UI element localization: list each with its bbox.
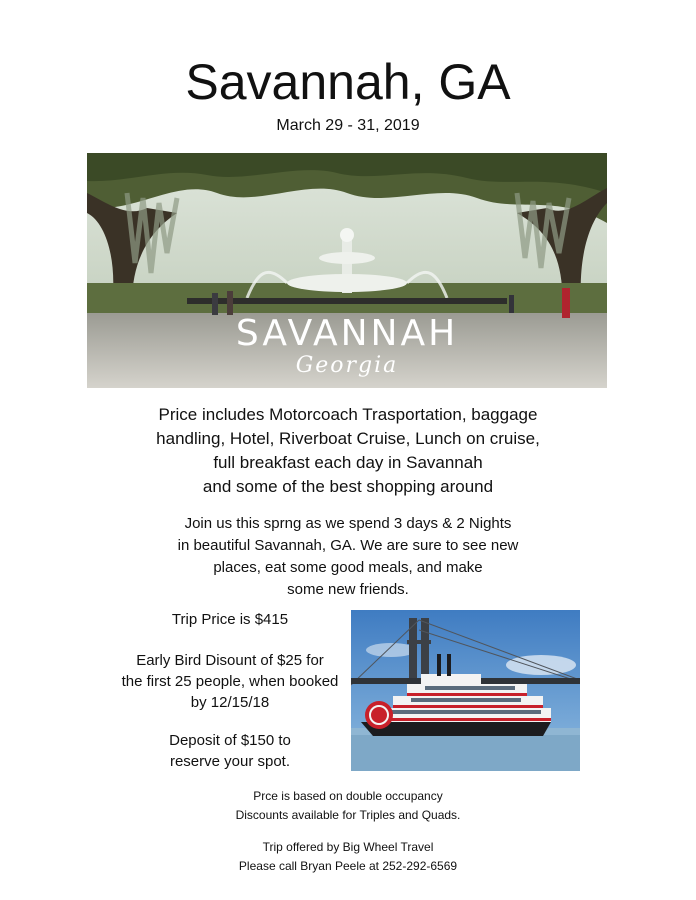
early-bird-line: by 12/15/18: [190, 694, 270, 711]
join-line: some new friends.: [287, 581, 409, 598]
contact-line: Trip offered by Big Wheel Travel: [262, 840, 434, 854]
price-includes-text: [100, 403, 596, 499]
hero-overlay-subtitle: Georgia: [295, 353, 399, 378]
riverboat-photo: [351, 610, 580, 771]
occupancy-notes: [0, 787, 696, 825]
includes-line: Price includes Motorcoach Trasportation, baggage: [158, 405, 538, 424]
trip-price: Trip Price is $415: [171, 611, 289, 628]
notes-line: Discounts available for Triples and Quads.: [235, 808, 461, 822]
contact-line: Please call Bryan Peele at 252-292-6569: [238, 859, 458, 873]
pricing-column: [110, 609, 350, 772]
includes-line: and some of the best shopping around: [202, 477, 494, 496]
early-bird-discount: [110, 650, 350, 713]
join-line: in beautiful Savannah, GA. We are sure to see new: [177, 537, 519, 554]
flyer-title: Savannah, GA: [185, 54, 511, 110]
deposit-info: [110, 730, 350, 772]
deposit-line: Deposit of $150 to: [169, 732, 291, 749]
includes-line: handling, Hotel, Riverboat Cruise, Lunch on cruise,: [156, 429, 540, 448]
hero-overlay-title: SAVANNAH: [235, 313, 459, 354]
includes-line: full breakfast each day in Savannah: [213, 453, 483, 472]
trip-dates: March 29 - 31, 2019: [276, 117, 420, 134]
contact-info: [0, 838, 696, 876]
riverboat-illustration: [351, 610, 580, 771]
early-bird-line: Early Bird Disount of $25 for: [136, 652, 324, 669]
join-line: places, eat some good meals, and make: [213, 559, 483, 576]
join-us-text: [120, 513, 576, 601]
early-bird-line: the first 25 people, when booked: [121, 673, 339, 690]
notes-line: Prce is based on double occupancy: [253, 789, 443, 803]
savannah-park-photo: [87, 153, 607, 388]
join-line: Join us this sprng as we spend 3 days & 2 Nights: [184, 515, 512, 532]
deposit-line: reserve your spot.: [169, 753, 291, 770]
